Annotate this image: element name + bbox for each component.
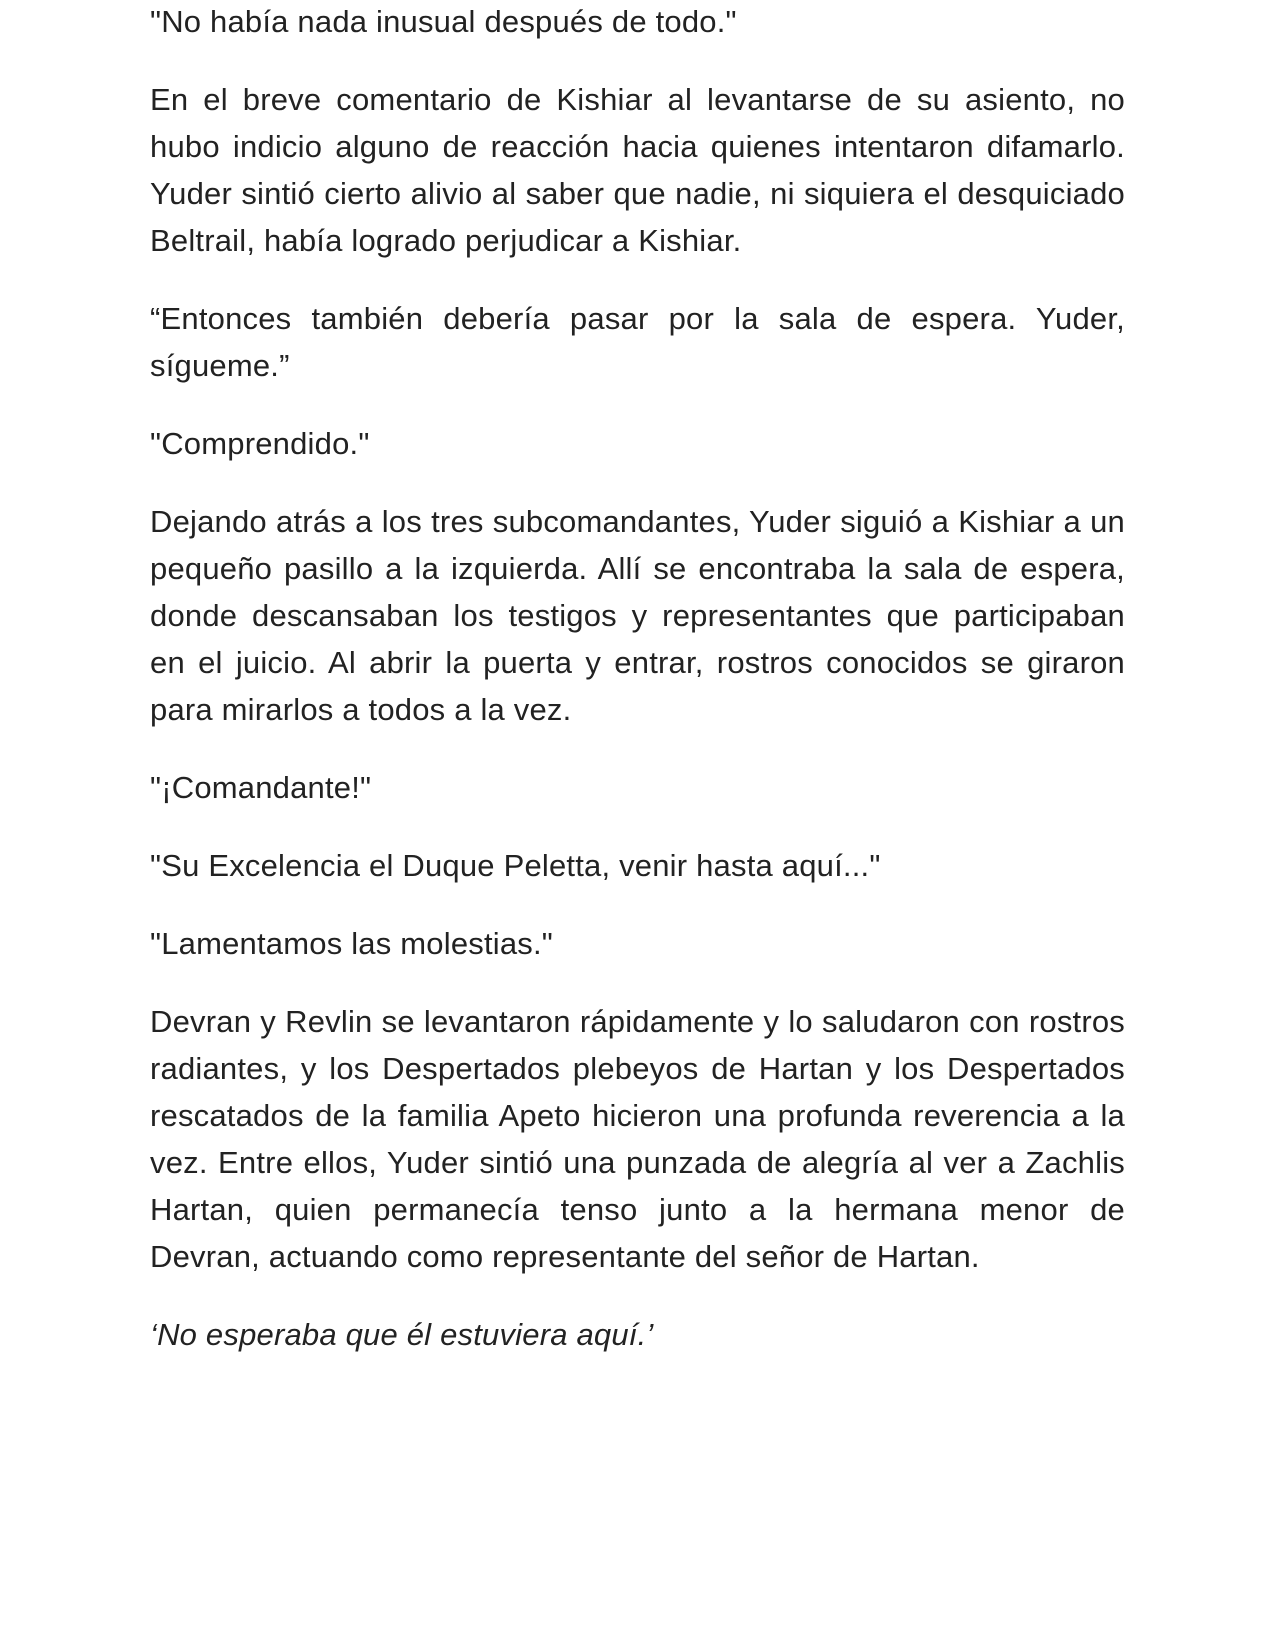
paragraph-dialogue-apology: "Lamentamos las molestias." (150, 926, 554, 961)
paragraph-dialogue-commander: "¡Comandante!" (150, 770, 372, 805)
paragraph-dialogue-duke: "Su Excelencia el Duque Peletta, venir hasta aquí..." (150, 848, 881, 883)
paragraph-dialogue-understood: "Comprendido." (150, 426, 370, 461)
paragraph-greeting: Devran y Revlin se levantaron rápidamente y lo saludaron con rostros radiantes, y los Despertados plebeyos de Hartan y los Despertados rescatados de la familia Apeto hicieron una profunda reverencia a la vez. Entre ellos, Yuder sintió una punzada de alegría al ver a Zachlis Hartan, quien permanecía tenso junto a la hermana menor de Devran, actuando como representante del señor de Hartan. (150, 1004, 1125, 1274)
document-body (150, 0, 1125, 1389)
paragraph-dialogue-nothing-unusual: "No había nada inusual después de todo." (150, 4, 737, 39)
paragraph-kishiar-comment: En el breve comentario de Kishiar al levantarse de su asiento, no hubo indicio alguno de reacción hacia quienes intentaron difamarlo. Yuder sintió cierto alivio al saber que nadie, ni siquiera el desquiciado Beltrail, había logrado perjudicar a Kishiar. (150, 82, 1125, 258)
paragraph-inner-thought: ‘No esperaba que él estuviera aquí.’ (150, 1317, 654, 1352)
paragraph-dialogue-waiting-room: “Entonces también debería pasar por la sala de espera. Yuder, sígueme.” (150, 301, 1125, 383)
paragraph-hallway: Dejando atrás a los tres subcomandantes, Yuder siguió a Kishiar a un pequeño pasillo a la izquierda. Allí se encontraba la sala de espera, donde descansaban los testigos y representantes que participaban en el juicio. Al abrir la puerta y entrar, rostros conocidos se giraron para mirarlos a todos a la vez. (150, 504, 1125, 727)
